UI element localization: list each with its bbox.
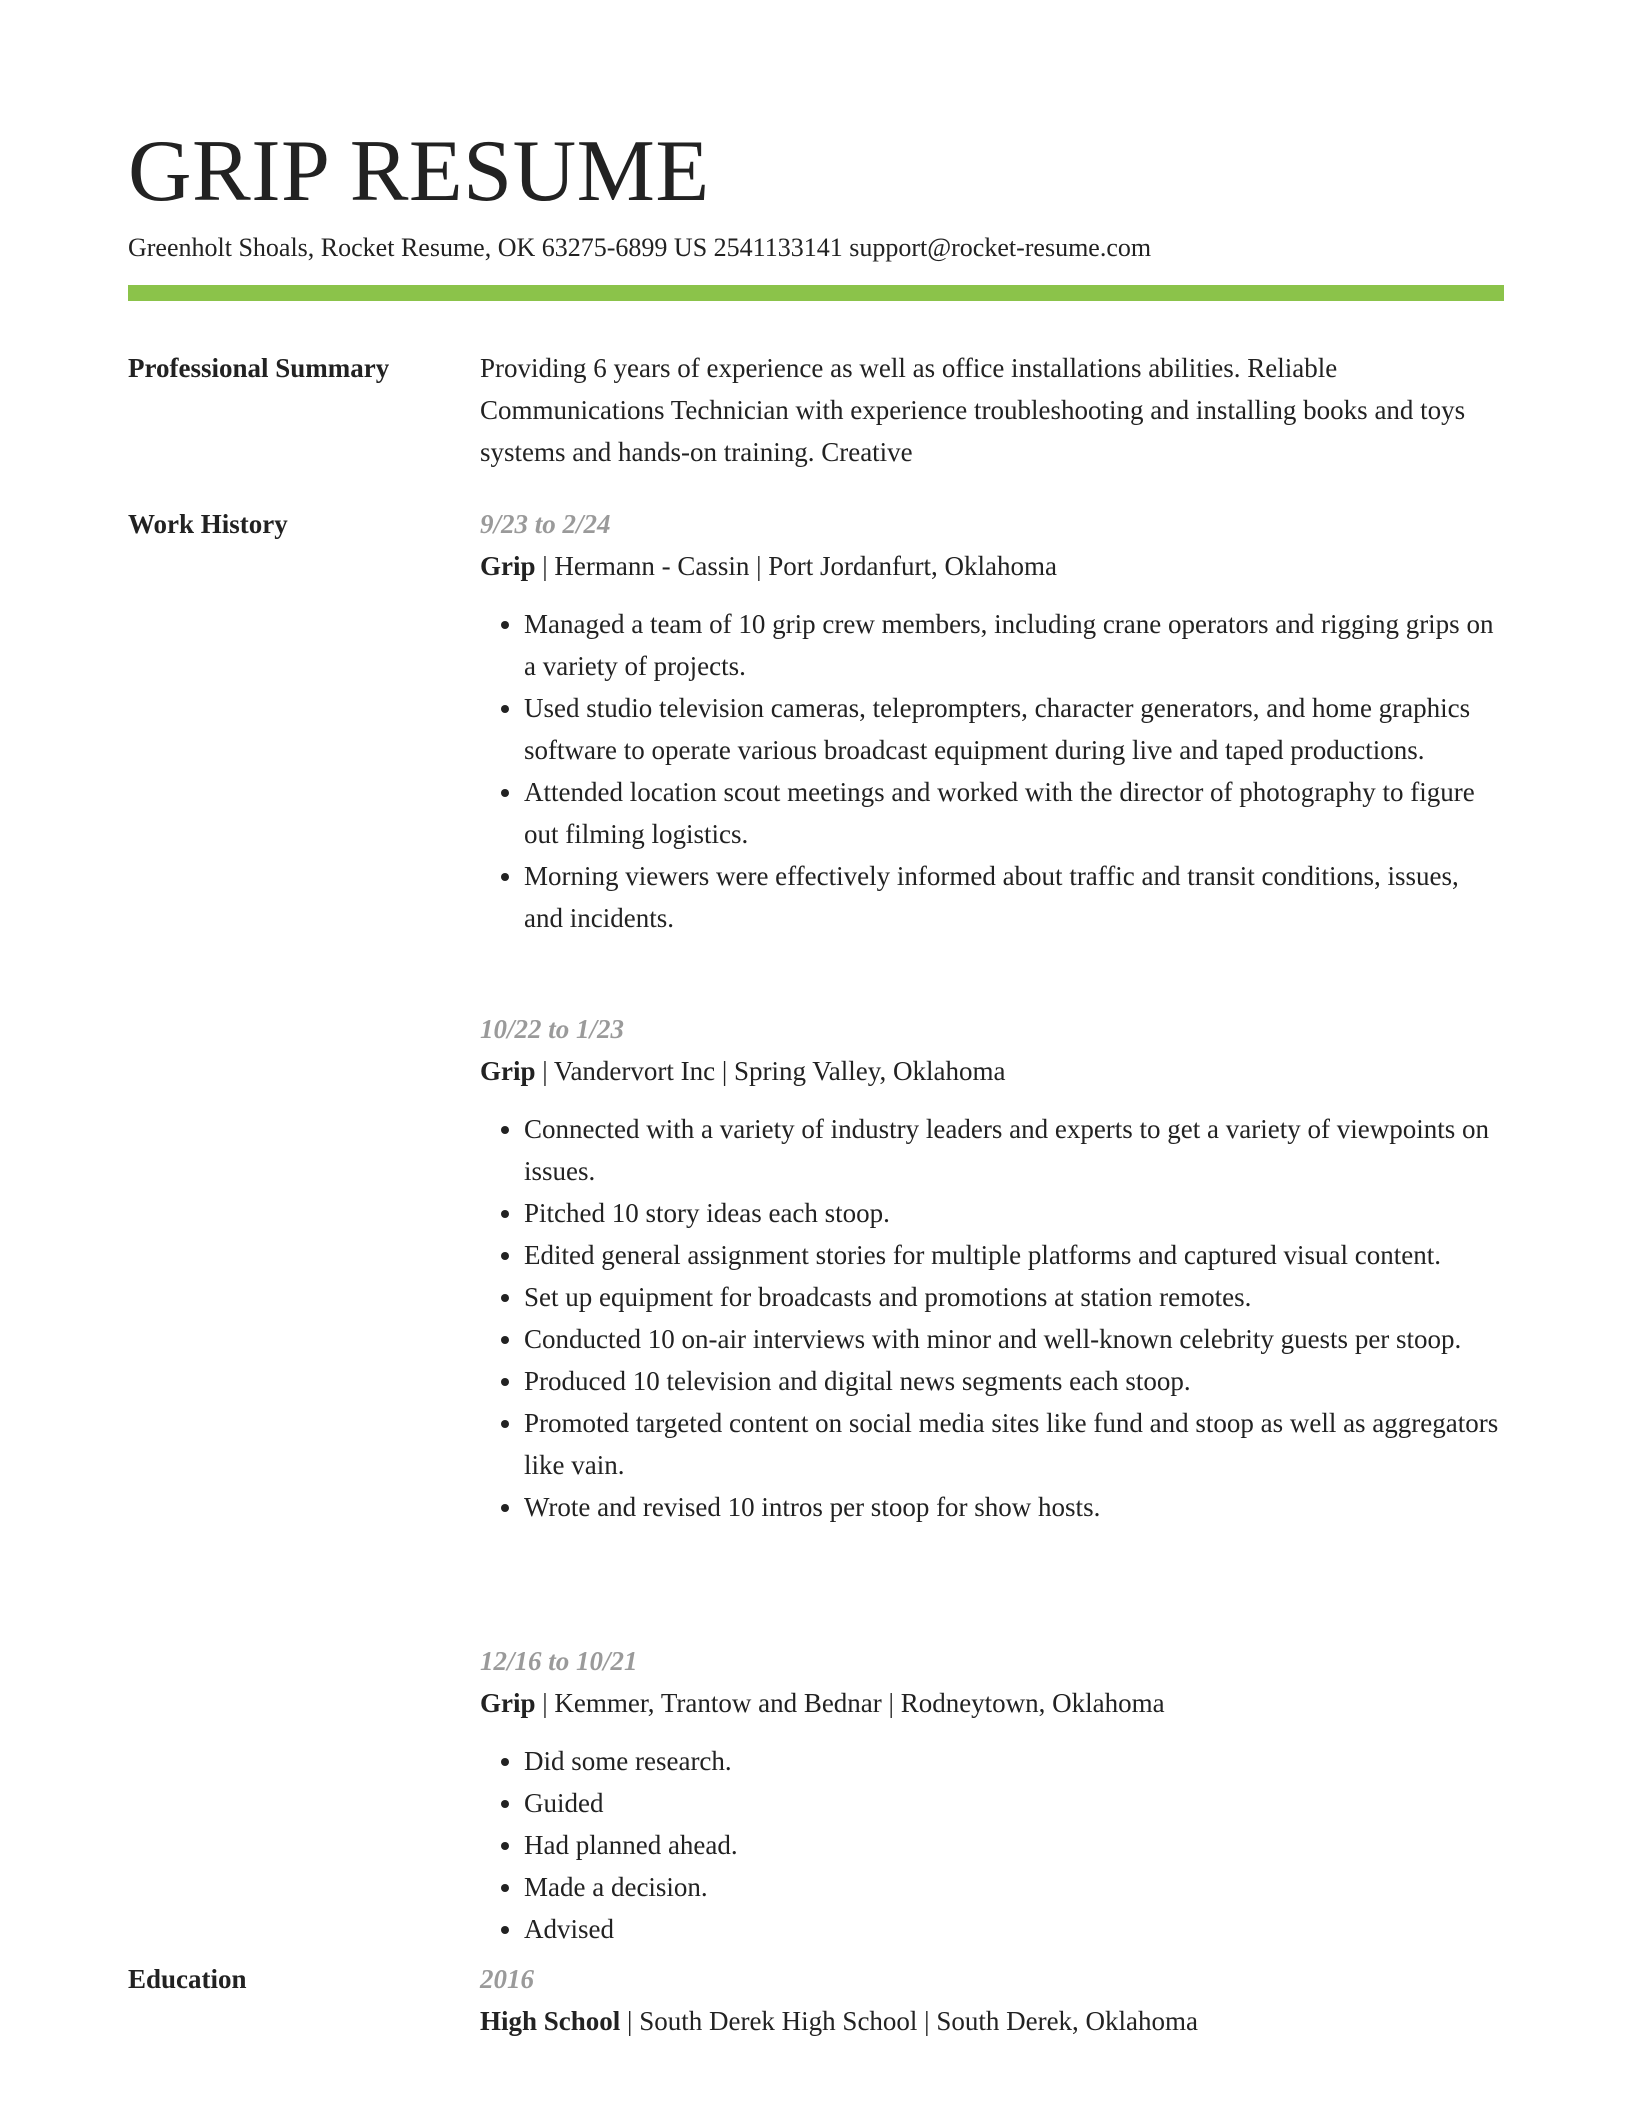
job-title: Grip [480, 1688, 536, 1718]
list-item: • Conducted 10 on-air interviews with minor and well-known celebrity guests per stoop. [524, 1318, 1504, 1360]
summary-label: Professional Summary [128, 353, 390, 383]
job-entry [480, 503, 1504, 939]
job-details: | Hermann - Cassin | Port Jordanfurt, Oklahoma [535, 551, 1057, 581]
list-item: • Guided [524, 1782, 1504, 1824]
list-item: • Used studio television cameras, teleprompters, character generators, and home graphics software to operate various broadcast equipment during live and taped productions. [524, 687, 1504, 771]
list-item: • Produced 10 television and digital news segments each stoop. [524, 1360, 1504, 1402]
job-line [480, 545, 1504, 587]
job-dates: 12/16 to 10/21 [480, 1646, 638, 1676]
job-entry [480, 1640, 1504, 1950]
job-bullets [480, 1108, 1504, 1528]
education-label: Education [128, 1964, 247, 1994]
job-dates: 9/23 to 2/24 [480, 509, 611, 539]
list-item: • Did some research. [524, 1740, 1504, 1782]
list-item: • Edited general assignment stories for multiple platforms and captured visual content. [524, 1234, 1504, 1276]
job-details: | Vandervort Inc | Spring Valley, Oklahoma [535, 1056, 1006, 1086]
job-bullets [480, 603, 1504, 939]
degree: High School [480, 2006, 621, 2036]
list-item: • Had planned ahead. [524, 1824, 1504, 1866]
job-dates: 10/22 to 1/23 [480, 1014, 625, 1044]
job-details: | Kemmer, Trantow and Bednar | Rodneytown, Oklahoma [535, 1688, 1165, 1718]
list-item: • Managed a team of 10 grip crew members, including crane operators and rigging grips on a variety of projects. [524, 603, 1504, 687]
job-line [480, 1682, 1504, 1724]
contact-line: Greenholt Shoals, Rocket Resume, OK 63275-6899 US 2541133141 support@rocket-resume.com [128, 233, 1152, 262]
list-item: • Promoted targeted content on social media sites like fund and stoop as well as aggregators like vain. [524, 1402, 1504, 1486]
list-item: • Pitched 10 story ideas each stoop. [524, 1192, 1504, 1234]
job-title: Grip [480, 1056, 536, 1086]
list-item: • Connected with a variety of industry leaders and experts to get a variety of viewpoints on issues. [524, 1108, 1504, 1192]
job-line [480, 1050, 1504, 1092]
job-title: Grip [480, 551, 536, 581]
list-item: • Wrote and revised 10 intros per stoop for show hosts. [524, 1486, 1504, 1528]
list-item: • Advised [524, 1908, 1504, 1950]
resume-title: GRIP RESUME [128, 123, 710, 220]
list-item: • Morning viewers were effectively informed about traffic and transit conditions, issues, and incidents. [524, 855, 1504, 939]
job-entry [480, 1008, 1504, 1528]
header-divider [128, 285, 1504, 301]
summary-text: Providing 6 years of experience as well as office installations abilities. Reliable Communications Technician with experience troubleshooting and installing books and toys systems and hands-on training. Creative [480, 353, 1466, 467]
work-history-label: Work History [128, 509, 288, 539]
job-bullets [480, 1740, 1504, 1950]
education-line [480, 2000, 1504, 2042]
education-details: | South Derek High School | South Derek, Oklahoma [620, 2006, 1199, 2036]
list-item: • Set up equipment for broadcasts and promotions at station remotes. [524, 1276, 1504, 1318]
list-item: • Made a decision. [524, 1866, 1504, 1908]
education-year: 2016 [480, 1964, 534, 1994]
list-item: • Attended location scout meetings and worked with the director of photography to figure out filming logistics. [524, 771, 1504, 855]
